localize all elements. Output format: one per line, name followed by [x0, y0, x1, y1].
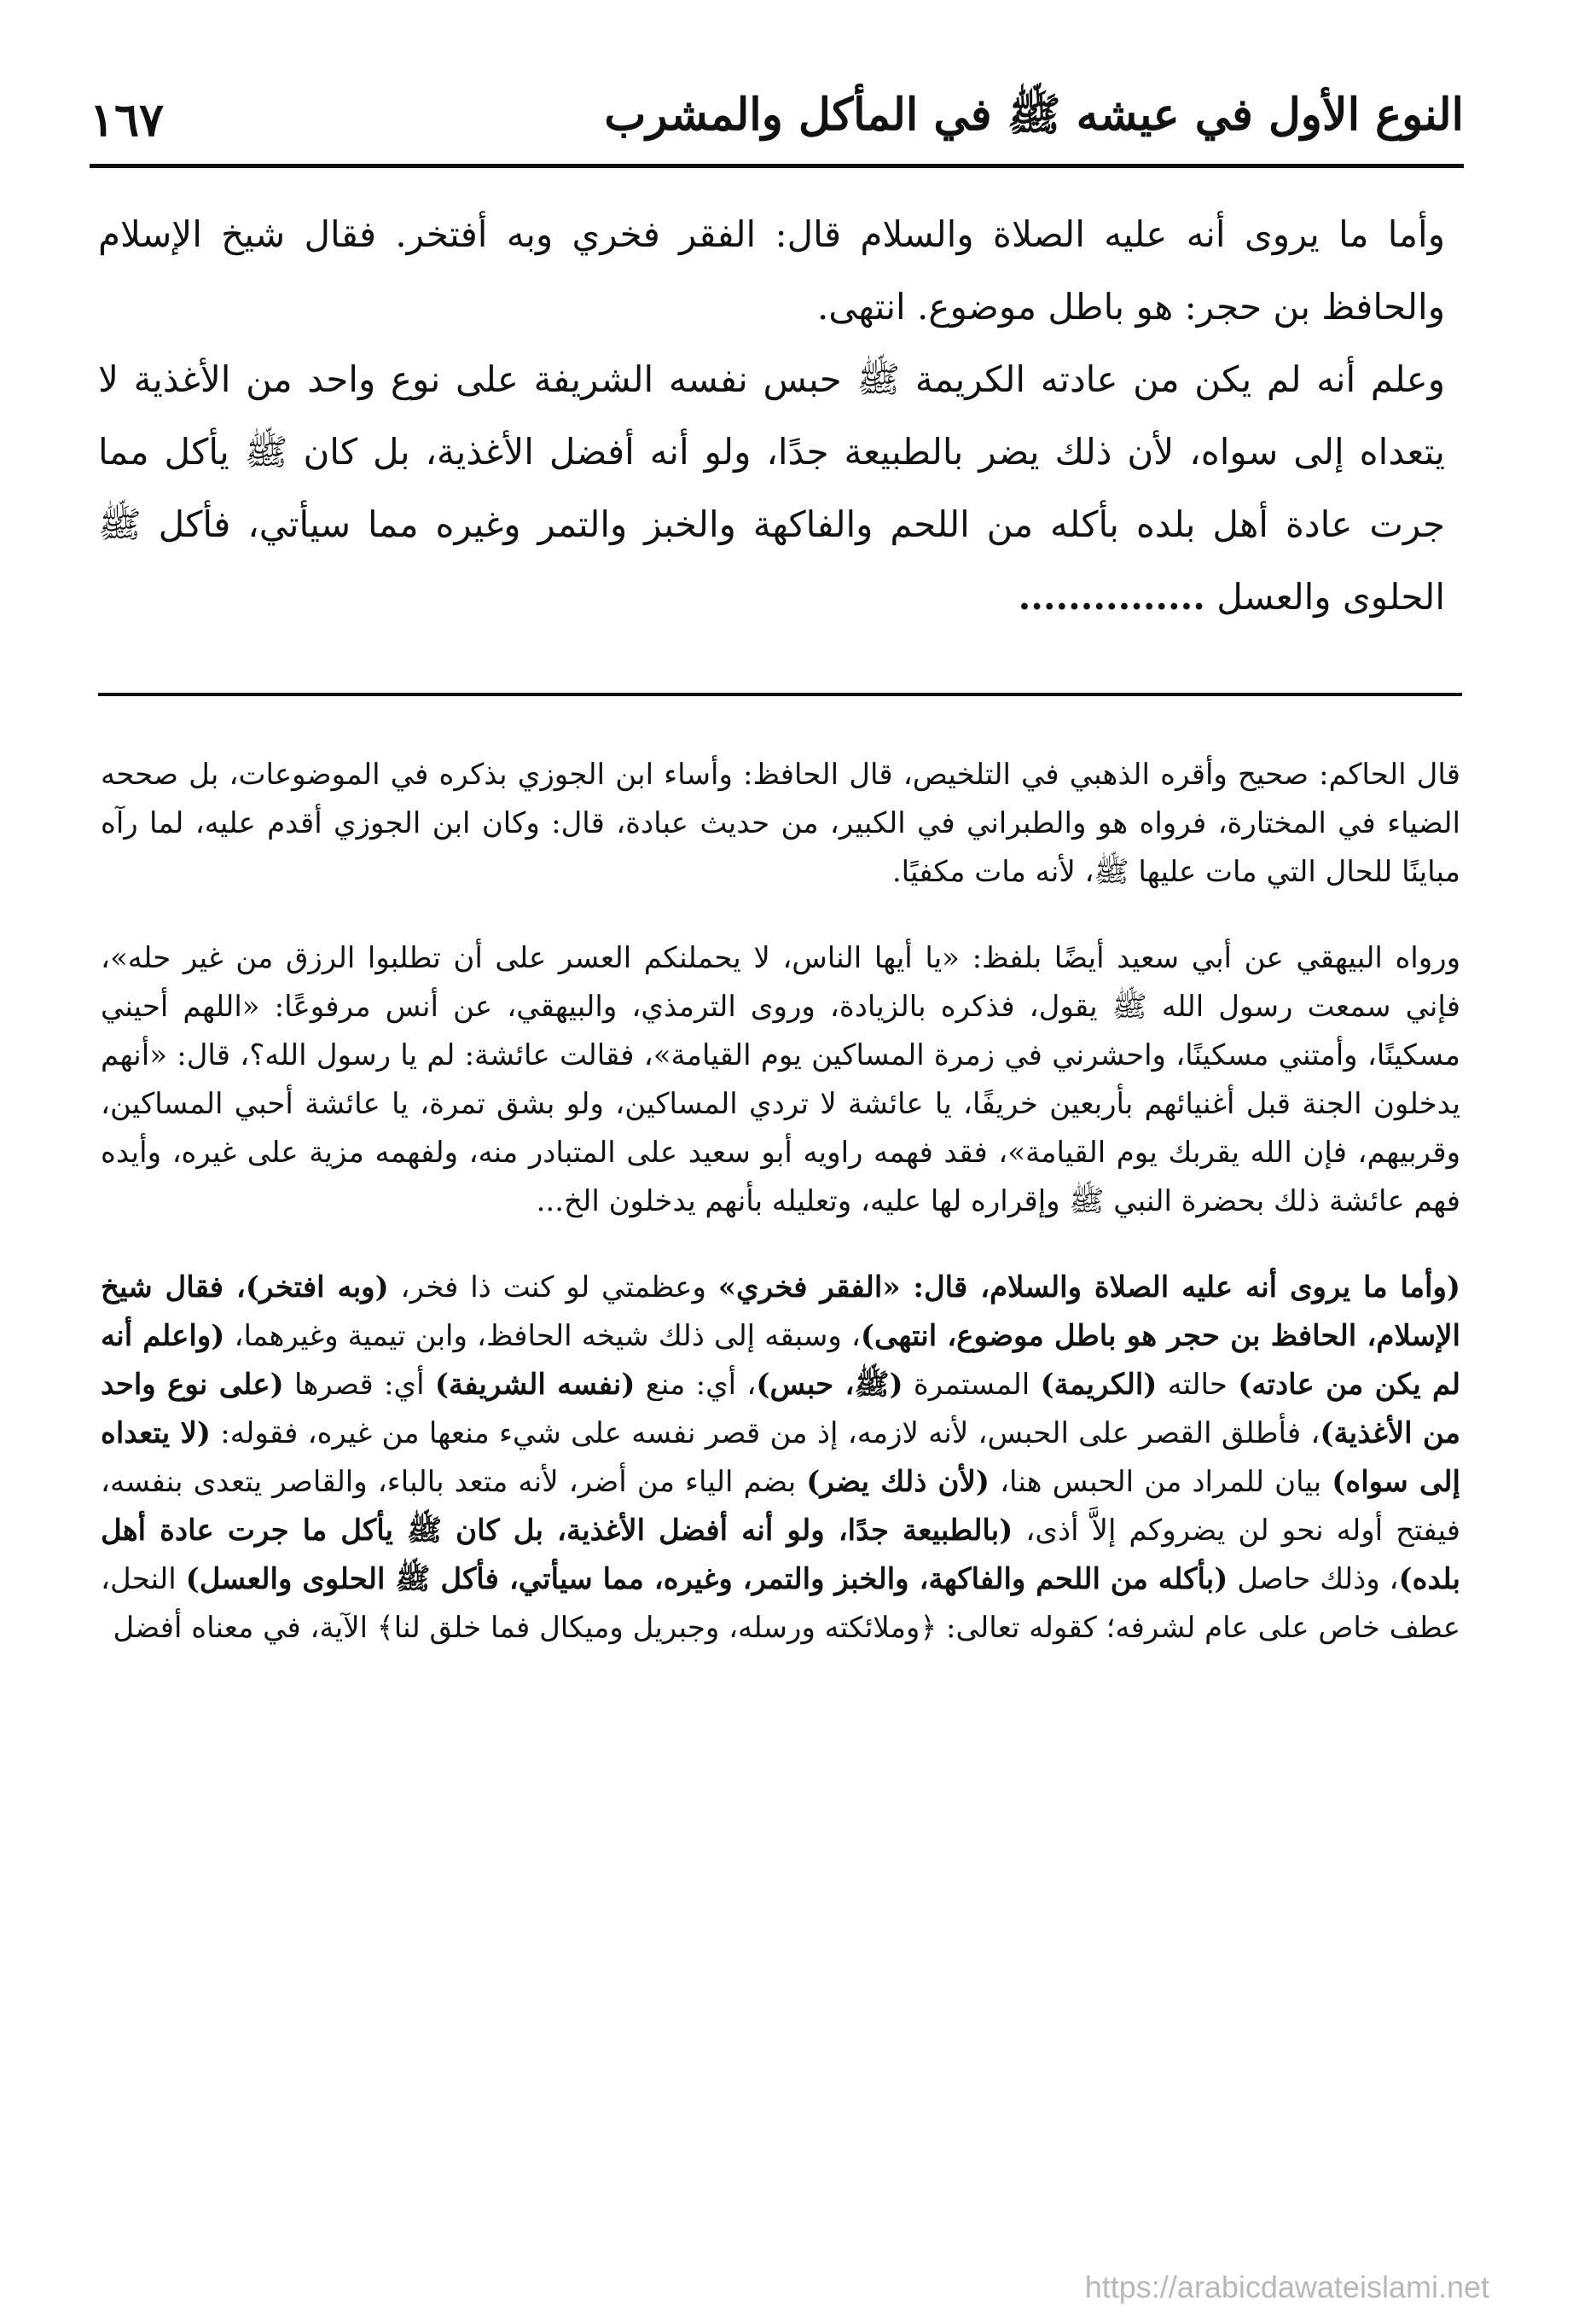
sharh-segment: بيان للمراد من الحبس هنا، — [989, 1465, 1332, 1499]
sharh-segment: المستمرة — [903, 1368, 1041, 1402]
sharh-segment: بضم الياء من أضر، لأنه متعد بالباء، والقاصر يتعدى بنفسه، فيفتح أوله نحو لن يضروكم إلاَّ أذى، — [101, 1465, 1460, 1548]
quoted-matn-segment: (واعلم أنه لم يكن من عادته) — [101, 1319, 1461, 1402]
quoted-matn-segment: (بأكله من اللحم والفاكهة، والخبز والتمر، وغيره، مما سيأتي، فأكل ﷺ الحلوى والعسل) — [185, 1562, 1228, 1596]
quoted-matn-segment: (وأما ما يروى أنه عليه الصلاة والسلام، قال: «الفقر فخري» — [717, 1270, 1460, 1304]
quoted-matn-segment: (الكريمة) — [1040, 1368, 1158, 1402]
quoted-matn-segment: (على نوع واحد من الأغذية) — [101, 1368, 1460, 1450]
sharh-segment: ، وذلك حاصل — [1228, 1562, 1399, 1596]
quoted-matn-segment: (وبه افتخر)، فقال شيخ الإسلام، الحافظ بن حجر هو باطل موضوع، انتهى) — [101, 1270, 1460, 1353]
commentary-paragraph — [101, 1264, 1460, 1653]
sharh-segment: النحل، عطف خاص على عام لشرفه؛ كقوله تعالى: ﴿وملائكته ورسله، وجبريل وميكال فما خلق لنا﴾ الآية، في معناه أفضل — [101, 1562, 1460, 1645]
continuation-dots: ............... — [1018, 576, 1205, 618]
quoted-matn-segment: (ﷺ، حبس) — [756, 1368, 903, 1402]
sharh-segment: ، فأطلق القصر على الحبس، لأنه لازمه، إذ من قصر نفسه على شيء منعها من غيره، فقوله: — [211, 1416, 1321, 1450]
quoted-matn-segment: (بالطبيعة جدًا، ولو أنه أفضل الأغذية، بل كان ﷺ يأكل ما جرت عادة أهل بلده) — [101, 1514, 1461, 1596]
main-paragraph: وأما ما يروى أنه عليه الصلاة والسلام قال: الفقر فخري وبه أفتخر. فقال شيخ الإسلام والحافظ بن حجر: هو باطل موضوع. انتهى. — [98, 213, 1445, 328]
footnote-divider — [98, 693, 1462, 696]
sharh-segment: ، وسبقه إلى ذلك شيخه الحافظ، وابن تيمية وغيرهما، — [224, 1319, 861, 1353]
commentary-paragraph: ورواه البيهقي عن أبي سعيد أيضًا بلفظ: «يا أيها الناس، لا يحملنكم العسر على أن تطلبوا الرزق من غير حله»، فإني سمعت رسول الله ﷺ يقول، فذكره بالزيادة، وروى الترمذي، والبيهقي، عن أنس مرفوعًا: «اللهم أحيني مسكينًا، وأمتني مسكينًا، واحشرني في زمرة المساكين يوم القيامة»، فقالت عائشة: لم يا رسول الله؟، قال: «أنهم يدخلون الجنة قبل أغنيائهم بأربعين خريفًا، يا عائشة لا تردي المساكين، ولو بشق تمرة، يا عائشة أحبي المساكين، وقربيهم، فإن الله يقربك يوم القيامة»، فقد فهمه راويه أبو سعيد على المتبادر منه، ولفهمه مزية على غيره، وأيده فهم عائشة ذلك بحضرة النبي ﷺ وإقراره لها عليه، وتعليله بأنهم يدخلون الخ... — [101, 941, 1460, 1218]
commentary-paragraph: قال الحاكم: صحيح وأقره الذهبي في التلخيص، قال الحافظ: وأساء ابن الجوزي بذكره في الموضوعات، بل صححه الضياء في المختارة، فرواه هو والطبراني في الكبير، من حديث عبادة، قال: وكان ابن الجوزي أقدم عليه، لما رآه مباينًا للحال التي مات عليها ﷺ، لأنه مات مكفيًا. — [101, 758, 1460, 889]
main-paragraph — [98, 343, 1445, 633]
sharh-segment: حالته — [1157, 1368, 1239, 1402]
page-header — [90, 78, 1464, 160]
quoted-matn-segment: (لا يتعداه إلى سواه) — [101, 1416, 1460, 1499]
header-rule — [90, 164, 1464, 168]
quoted-matn-segment: (لأن ذلك يضر) — [806, 1465, 990, 1499]
running-title: النوع الأول في عيشه ﷺ في المأكل والمشرب — [604, 88, 1464, 141]
sharh-segment: وعظمتي لو كنت ذا فخر، — [388, 1270, 718, 1304]
quoted-matn-segment: (نفسه الشريفة) — [434, 1368, 636, 1402]
watermark-url: https://arabicdawateislami.net — [1084, 2269, 1489, 2304]
main-text — [98, 198, 1445, 633]
sharh-segment: أي: قصرها — [283, 1368, 435, 1402]
main-paragraph-text: وعلم أنه لم يكن من عادته الكريمة ﷺ حبس نفسه الشريفة على نوع واحد من الأغذية لا يتعداه إلى سواه، لأن ذلك يضر بالطبيعة جدًا، ولو أنه أفضل الأغذية، بل كان ﷺ يأكل مما جرت عادة أهل بلده بأكله من اللحم والفاكهة والخبز والتمر وغيره مما سيأتي، فأكل ﷺ الحلوى والعسل — [98, 358, 1445, 618]
page-number: ١٦٧ — [90, 92, 165, 147]
sharh-segment: ، أي: منع — [635, 1368, 757, 1402]
commentary — [101, 751, 1460, 1653]
